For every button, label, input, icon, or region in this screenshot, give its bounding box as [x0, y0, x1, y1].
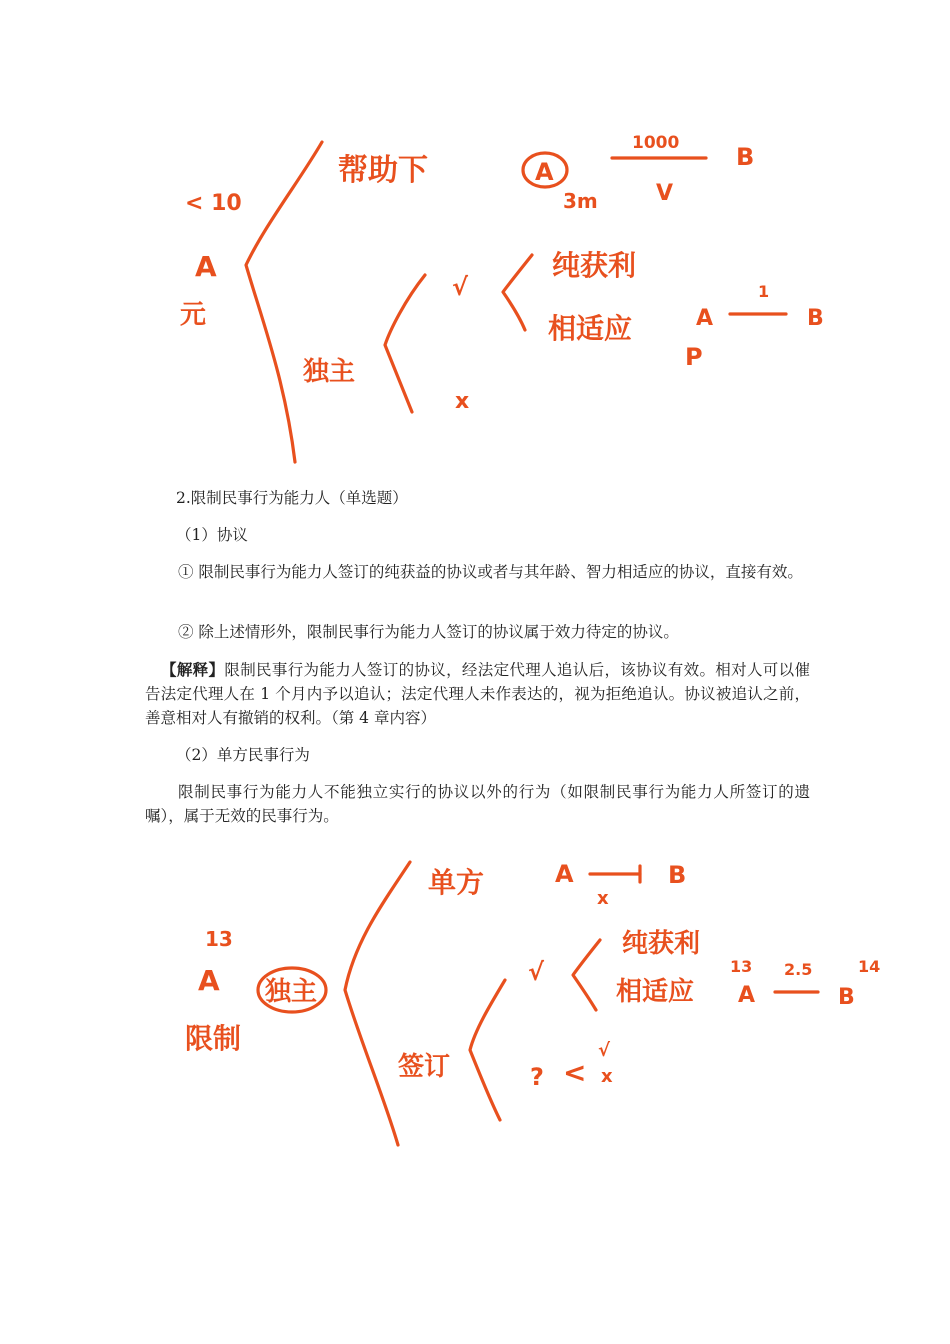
label-circle-A: A — [535, 158, 554, 186]
section-heading: 2.限制民事行为能力人（单选题） — [176, 489, 408, 507]
label-v: V — [656, 181, 674, 206]
label-v-bottom: √ — [598, 1040, 611, 1061]
label-chunhuoli: 纯获利 — [552, 249, 637, 282]
label-A-bottom: A — [555, 860, 574, 888]
label-B3-bottom: B — [838, 985, 855, 1010]
explanation — [145, 658, 810, 730]
label-duzhu-bottom: 独主 — [265, 977, 318, 1007]
label-A2-bottom: A — [198, 964, 220, 997]
label-1000: 1000 — [632, 133, 680, 153]
label-question: ? — [530, 1063, 544, 1091]
item-2: ② 除上述情形外，限制民事行为能力人签订的协议属于效力待定的协议。 — [178, 623, 679, 641]
label-help: 帮助下 — [338, 153, 428, 188]
handwritten-sketch-bottom — [0, 840, 950, 1160]
label-xiangshiying-bottom: 相适应 — [616, 977, 695, 1007]
label-yuan: 元 — [180, 300, 207, 330]
label-one: 1 — [758, 282, 770, 301]
label-b14: 14 — [858, 957, 881, 976]
big-brace-top — [246, 142, 322, 462]
label-B: B — [736, 143, 755, 171]
tiny-brace-top — [503, 255, 532, 330]
small-brace-bottom — [470, 980, 505, 1120]
label-A2: A — [696, 306, 714, 331]
label-danfang: 单方 — [428, 866, 485, 899]
label-qianding: 签订 — [398, 1052, 451, 1082]
label-under-10: < 10 — [185, 191, 242, 216]
label-B-bottom: B — [668, 861, 687, 889]
label-chunhuoli-bottom: 纯获利 — [622, 929, 701, 959]
label-check-bottom: √ — [528, 958, 545, 986]
subheading-agreement: （1）协议 — [176, 526, 248, 544]
label-B2: B — [807, 306, 824, 331]
label-3m: 3m — [563, 189, 598, 213]
label-check: √ — [452, 273, 469, 301]
big-brace-bottom — [345, 862, 410, 1145]
label-P: P — [685, 343, 703, 371]
label-x2-bottom: x — [601, 1066, 613, 1087]
label-duzhu: 独主 — [303, 357, 356, 387]
small-brace-top — [385, 275, 425, 412]
tiny-brace-bottom — [573, 940, 600, 1010]
paragraph-unilateral: 限制民事行为能力人不能独立实行的协议以外的行为（如限制民事行为能力人所签订的遗嘱），属于无效的民事行为。 — [145, 783, 810, 825]
subheading-unilateral: （2）单方民事行为 — [176, 746, 310, 764]
label-xiangshiying: 相适应 — [548, 312, 633, 345]
label-2-5: 2.5 — [784, 960, 813, 979]
label-a13: 13 — [730, 957, 753, 976]
label-x-bottom: x — [597, 888, 609, 909]
explanation-body: 限制民事行为能力人签订的协议，经法定代理人追认后，该协议有效。相对人可以催告法定代理人在 1 个月内予以追认；法定代理人未作表达的，视为拒绝追认。协议被追认之前，善意相对人有撤销的权利。（第 4 章内容） — [145, 661, 810, 727]
label-A3-bottom: A — [738, 983, 756, 1008]
label-lt: < — [563, 1056, 587, 1089]
handwritten-sketch-top — [0, 0, 950, 478]
label-A: A — [195, 250, 217, 283]
item-1: ① 限制民事行为能力人签订的纯获益的协议或者与其年龄、智力相适应的协议，直接有效。 — [178, 563, 803, 581]
label-13: 13 — [205, 927, 233, 951]
label-cross: x — [455, 389, 470, 414]
explanation-label: 【解释】 — [161, 660, 225, 679]
label-xianzhi: 限制 — [185, 1022, 242, 1055]
